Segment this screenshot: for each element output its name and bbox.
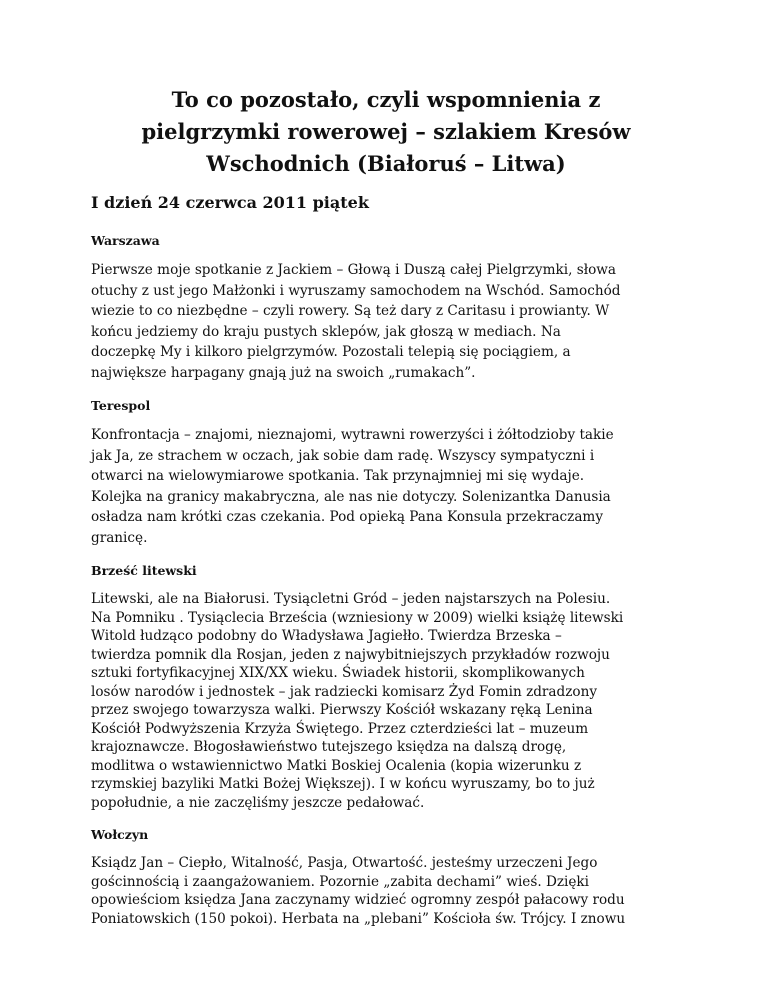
paragraph-line: krajoznawcze. Błogosławieństwo tutejszego księdza na dalszą drogę, [91,739,567,755]
paragraph-line: przez swojego towarzysza walki. Pierwszy Kościół wskazany ręką Lenina [91,702,593,718]
paragraph-line: otuchy z ust jego Małżonki i wyruszamy samochodem na Wschód. Samochód [91,282,621,299]
paragraph-line: doczepkę My i kilkoro pielgrzymów. Pozostali telepią się pociągiem, a [91,344,571,360]
section-heading-warszawa: Warszawa [91,233,160,248]
section-heading-brzesc: Brześć litewski [91,563,197,578]
section-heading-wolczyn: Wołczyn [91,827,149,842]
document-page [91,84,681,942]
paragraph-line: największe harpagany gnają już na swoich „rumakach”. [91,364,476,381]
paragraph-line: modlitwa o wstawiennictwo Matki Boskiej Ocalenia (kopia wizerunku z [91,757,582,774]
paragraph-line: losów narodów i jednostek – jak radziecki komisarz Żyd Fomin zdradzony [91,683,598,700]
paragraph-line: gościnnością i zaangażowaniem. Pozornie „zabita dechami” wieś. Dzięki [91,873,589,890]
day-heading: I dzień 24 czerwca 2011 piątek [91,193,369,212]
paragraph-line: osładza nam krótki czas czekania. Pod opieką Pana Konsula przekraczamy [91,509,604,525]
paragraph-line: jak Ja, ze strachem w oczach, jak sobie dam radę. Wszyscy sympatyczni i [91,447,595,464]
section-paragraph-terespol [91,425,681,548]
paragraph-line: Na Pomniku . Tysiąclecia Brześcia (wzniesiony w 2009) wielki książę litewski [91,609,624,626]
paragraph-line: twierdza pomnik dla Rosjan, jeden z najwybitniejszych przykładów rozwoju [91,646,610,663]
title-line: pielgrzymki rowerowej – szlakiem Kresów [141,119,631,144]
paragraph-line: rzymskiej bazyliki Matki Bożej Większej). I w końcu wyruszamy, bo to już [91,776,595,792]
paragraph-line: Litewski, ale na Białorusi. Tysiącletni Gród – jeden najstarszych na Polesiu. [91,591,611,607]
document-title [91,84,681,180]
section-paragraph-wolczyn [91,854,681,928]
paragraph-line: Witold łudząco podobny do Władysława Jagiełło. Twierdza Brzeska – [91,628,562,644]
paragraph-line: Kościół Podwyższenia Krzyża Świętego. Przez czterdzieści lat – muzeum [91,720,589,737]
paragraph-line: sztuki fortyfikacyjnej XIX/XX wieku. Świadek historii, skomplikowanych [91,665,585,681]
paragraph-line: Kolejka na granicy makabryczna, ale nas nie dotyczy. Solenizantka Danusia [91,488,611,505]
paragraph-line: Konfrontacja – znajomi, nieznajomi, wytrawni rowerzyści i żółtodzioby takie [91,427,614,443]
paragraph-line: Pierwsze moje spotkanie z Jackiem – Głową i Duszą całej Pielgrzymki, słowa [91,262,617,278]
section-paragraph-brzesc [91,590,681,812]
paragraph-line: otwarci na wielowymiarowe spotkania. Tak przynajmniej mi się wydaje. [91,468,585,484]
title-line: To co pozostało, czyli wspomnienia z [171,87,601,112]
paragraph-line: opowieściom księdza Jana zaczynamy widzieć ogromny zespół pałacowy rodu [91,892,625,908]
paragraph-line: popołudnie, a nie zaczęliśmy jeszcze pedałować. [91,794,425,811]
paragraph-line: wiezie to co niezbędne – czyli rowery. Są też dary z Caritasu i prowianty. W [91,303,610,319]
paragraph-line: Poniatowskich (150 pokoi). Herbata na „plebani” Kościoła św. Trójcy. I znowu [91,910,626,927]
paragraph-line: końcu jedziemy do kraju pustych sklepów, jak głoszą w mediach. Na [91,323,561,340]
section-paragraph-warszawa [91,260,681,383]
paragraph-line: Ksiądz Jan – Ciepło, Witalność, Pasja, Otwartość. jesteśmy urzeczeni Jego [91,855,598,871]
paragraph-line: granicę. [91,529,148,546]
section-heading-terespol: Terespol [91,398,151,413]
title-line: Wschodnich (Białoruś – Litwa) [206,151,566,176]
